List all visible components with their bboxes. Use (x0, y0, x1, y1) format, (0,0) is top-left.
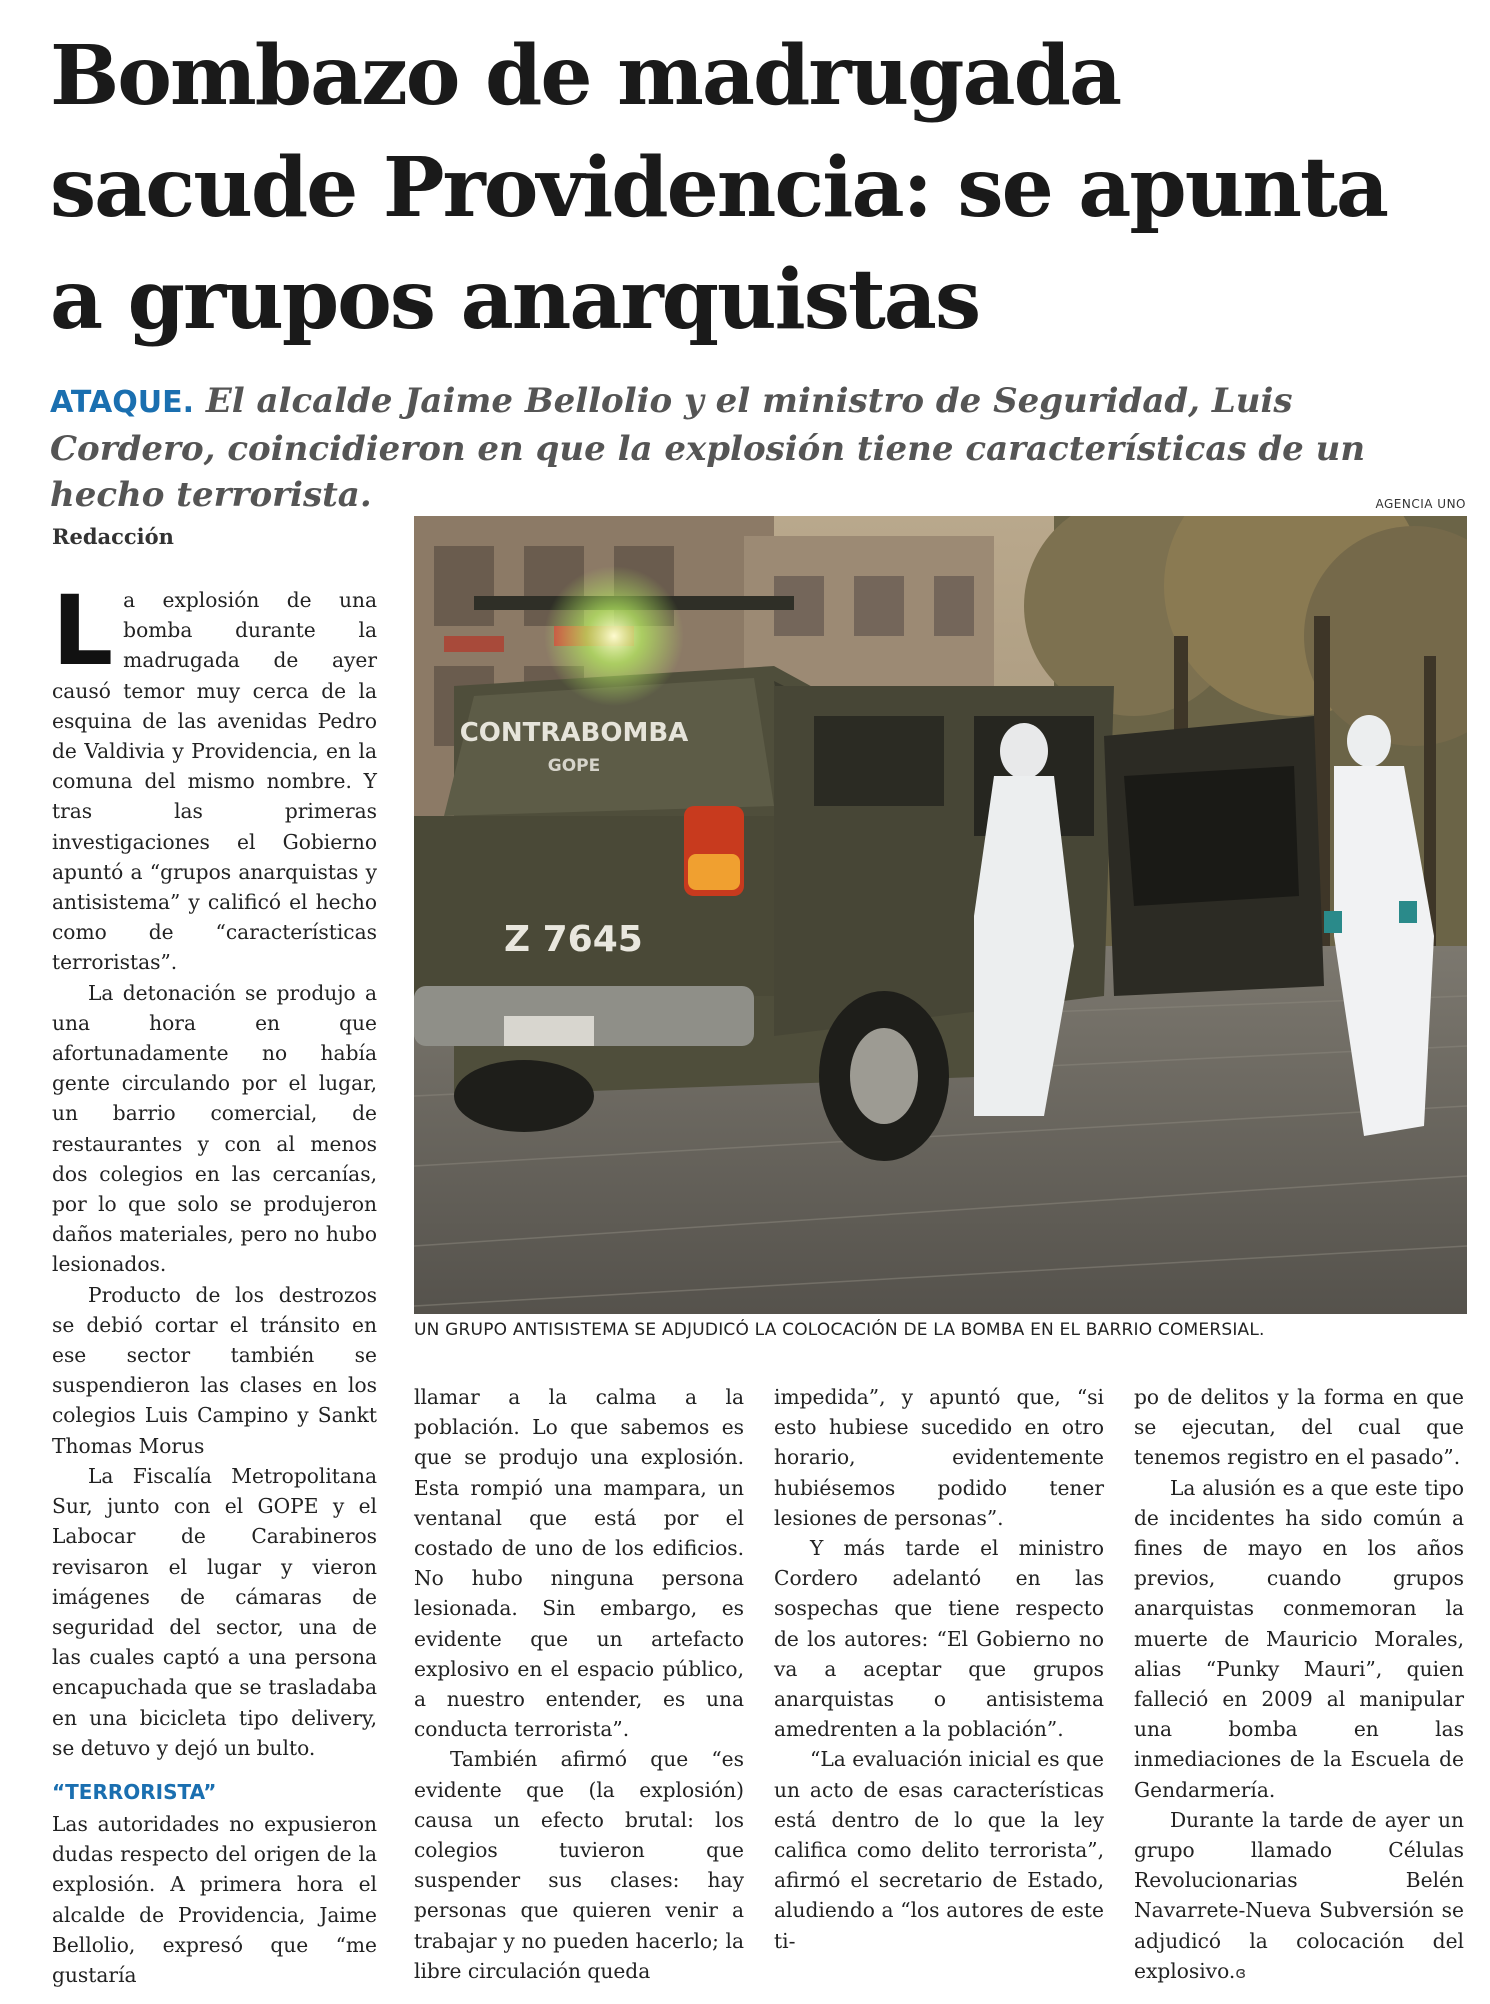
paragraph: La alusión es a que este tipo de incidentes ha sido común a fines de mayo en los años previos, cuando grupos anarquistas conmemoran la muerte de Mauricio Morales, alias “Punky Mauri”, quien falleció en 2009 al manipular una bomba en las inmediaciones de la Escuela de Gendarmería. (1134, 1475, 1464, 1802)
paragraph-text: Durante la tarde de ayer un grupo llamado Células Revolucionarias Belén Navarrete-Nueva Subversión se adjudicó la colocación del explosivo. (1134, 1807, 1464, 1983)
deck-text: El alcalde Jaime Bellolio y el ministro de Seguridad, Luis Cordero, coincidieron en que la explosión tiene características de un hecho terrorista. (50, 381, 1366, 515)
paragraph-text: a explosión de una bomba durante la madrugada de ayer causó temor muy cerca de la esquina de las avenidas Pedro de Valdivia y Providencia, en la comuna del mismo nombre. Y tras las primeras investigaciones el Gobierno apuntó a “grupos anarquistas y antisistema” y calificó el hecho como de “características terroristas”. (52, 588, 377, 975)
paragraph: Las autoridades no expusieron dudas respecto del origen de la explosión. A primera hora el alcalde de Providencia, Jaime Bellolio, expresó que “me gustaría (52, 1811, 377, 1987)
paragraph: “La evaluación inicial es que un acto de esas características está dentro de lo que la ley califica como delito terrorista”, afirmó el secretario de Estado, aludiendo a “los autores de este ti- (774, 1747, 1104, 1953)
article-photo (414, 516, 1467, 1314)
subhead: “TERRORISTA” (52, 1779, 217, 1804)
paragraph: La detonación se produjo a una hora en que afortunadamente no había gente circulando por el lugar, un barrio comercial, de restaurantes y con al menos dos colegios en las cercanías, por lo que solo se produjeron daños materiales, pero no hubo lesionados. (52, 980, 377, 1277)
column-2 (414, 1382, 744, 1986)
deck (50, 378, 1450, 518)
paragraph: impedida”, y apuntó que, “si esto hubiese sucedido en otro horario, evidentemente hubiésemos podido tener lesiones de personas”. (774, 1385, 1104, 1530)
paragraph (52, 575, 377, 978)
column-4 (1134, 1382, 1464, 1988)
paragraph: También afirmó que “es evidente que (la explosión) causa un efecto brutal: los colegios tuvieron que suspender sus clases: hay personas que quieren venir a trabajar y no pueden hacerlo; la libre circulación queda (414, 1747, 744, 1983)
headline: Bombazo de madrugada sacude Providencia: se apunta a grupos anarquistas (50, 28, 1388, 348)
dropcap: L (52, 575, 114, 687)
paragraph (1134, 1805, 1464, 1988)
column-1 (52, 575, 377, 1990)
paragraph: Producto de los destrozos se debió cortar el tránsito en ese sector también se suspendieron las clases en los colegios Luis Campino y Sankt Thomas Morus (52, 1282, 377, 1458)
truck-plate: Z 7645 (504, 919, 643, 960)
end-mark-icon: ɞ (1235, 1962, 1246, 1982)
photo-credit: AGENCIA UNO (1375, 497, 1466, 511)
paragraph: La Fiscalía Metropolitana Sur, junto con el GOPE y el Labocar de Carabineros revisaron el lugar y vieron imágenes de cámaras de seguridad del sector, una de las cuales captó a una persona encapuchada que se trasladaba en una bicicleta tipo delivery, se detuvo y dejó un bulto. (52, 1463, 377, 1760)
byline: Redacción (52, 524, 174, 549)
paragraph: llamar a la calma a la población. Lo que sabemos es que se produjo una explosión. Esta rompió una mampara, un ventanal que está por el costado de uno de los edificios. No hubo ninguna persona lesionada. Sin embargo, es evidente que un artefacto explosivo en el espacio público, a nuestro entender, es una conducta terrorista”. (414, 1385, 744, 1742)
truck-sub-label: GOPE (547, 756, 601, 776)
paragraph: po de delitos y la forma en que se ejecutan, del cual que tenemos registro en el pasado”. (1134, 1385, 1464, 1470)
photo-caption: UN GRUPO ANTISISTEMA SE ADJUDICÓ LA COLOCACIÓN DE LA BOMBA EN EL BARRIO COMERSIAL. (414, 1320, 1265, 1340)
kicker: ATAQUE. (50, 385, 194, 420)
paragraph: Y más tarde el ministro Cordero adelantó en las sospechas que tiene respecto de los autores: “El Gobierno no va a aceptar que grupos anarquistas o antisistema amedrenten a la población”. (774, 1536, 1104, 1742)
truck-label: CONTRABOMBA (459, 718, 689, 748)
column-3 (774, 1382, 1104, 1956)
